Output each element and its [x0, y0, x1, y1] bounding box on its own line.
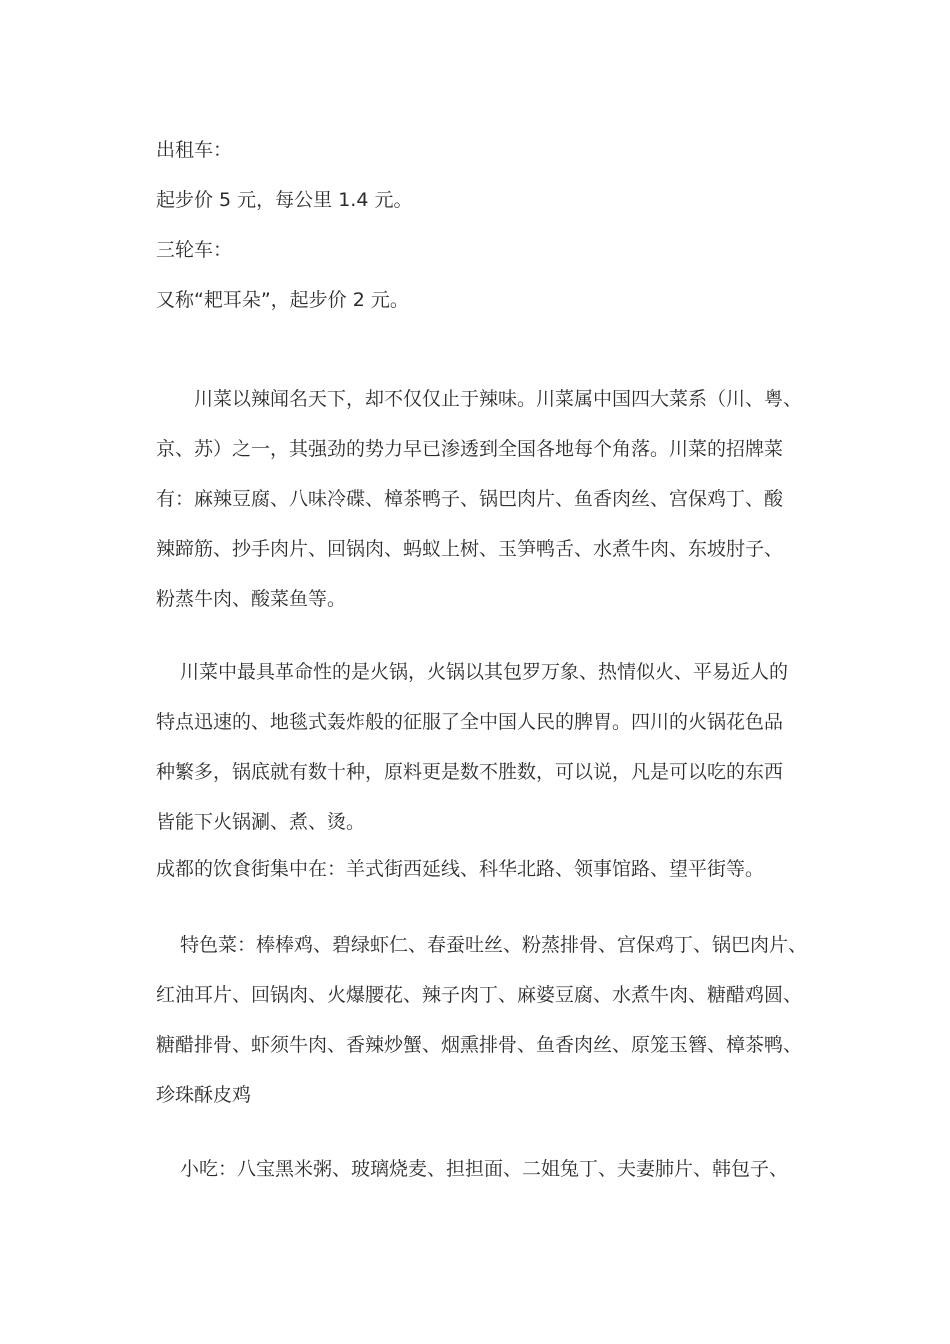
paragraph-line: 皆能下火锅涮、煮、烫。	[156, 811, 366, 833]
paragraph-line: 特色菜：棒棒鸡、碧绿虾仁、春蚕吐丝、粉蒸排骨、宫保鸡丁、锅巴肉片、	[180, 934, 808, 956]
paragraph-line: 辣蹄筋、抄手肉片、回锅肉、蚂蚁上树、玉笋鸭舌、水煮牛肉、东坡肘子、	[156, 538, 784, 560]
paragraph-line: 京、苏）之一，其强劲的势力早已渗透到全国各地每个角落。川菜的招牌菜	[156, 438, 784, 460]
paragraph-line: 糖醋排骨、虾须牛肉、香辣炒蟹、烟熏排骨、鱼香肉丝、原笼玉簪、樟茶鸭、	[156, 1034, 803, 1056]
paragraph-line: 种繁多，锅底就有数十种，原料更是数不胜数，可以说，凡是可以吃的东西	[156, 761, 784, 783]
tricycle-detail: 又称“耙耳朵”，起步价 2 元。	[156, 289, 409, 311]
tricycle-heading: 三轮车：	[156, 239, 233, 261]
taxi-heading: 出租车：	[156, 139, 233, 161]
food-streets-line: 成都的饮食街集中在：羊式街西延线、科华北路、领事馆路、望平街等。	[156, 858, 765, 880]
paragraph-line: 有：麻辣豆腐、八味冷碟、樟茶鸭子、锅巴肉片、鱼香肉丝、宫保鸡丁、酸	[156, 488, 784, 510]
paragraph-line: 小吃：八宝黑米粥、玻璃烧麦、担担面、二姐兔丁、夫妻肺片、韩包子、	[180, 1158, 789, 1180]
paragraph-line: 红油耳片、回锅肉、火爆腰花、辣子肉丁、麻婆豆腐、水煮牛肉、糖醋鸡圆、	[156, 984, 803, 1006]
paragraph-line: 粉蒸牛肉、酸菜鱼等。	[156, 588, 347, 610]
paragraph-line: 珍珠酥皮鸡	[156, 1084, 252, 1106]
paragraph-line: 川菜以辣闻名天下，却不仅仅止于辣味。川菜属中国四大菜系（川、粤、	[194, 388, 803, 410]
paragraph-line: 特点迅速的、地毯式轰炸般的征服了全中国人民的脾胃。四川的火锅花色品	[156, 711, 784, 733]
taxi-detail: 起步价 5 元，每公里 1.4 元。	[156, 189, 413, 211]
paragraph-line: 川菜中最具革命性的是火锅，火锅以其包罗万象、热情似火、平易近人的	[180, 661, 789, 683]
